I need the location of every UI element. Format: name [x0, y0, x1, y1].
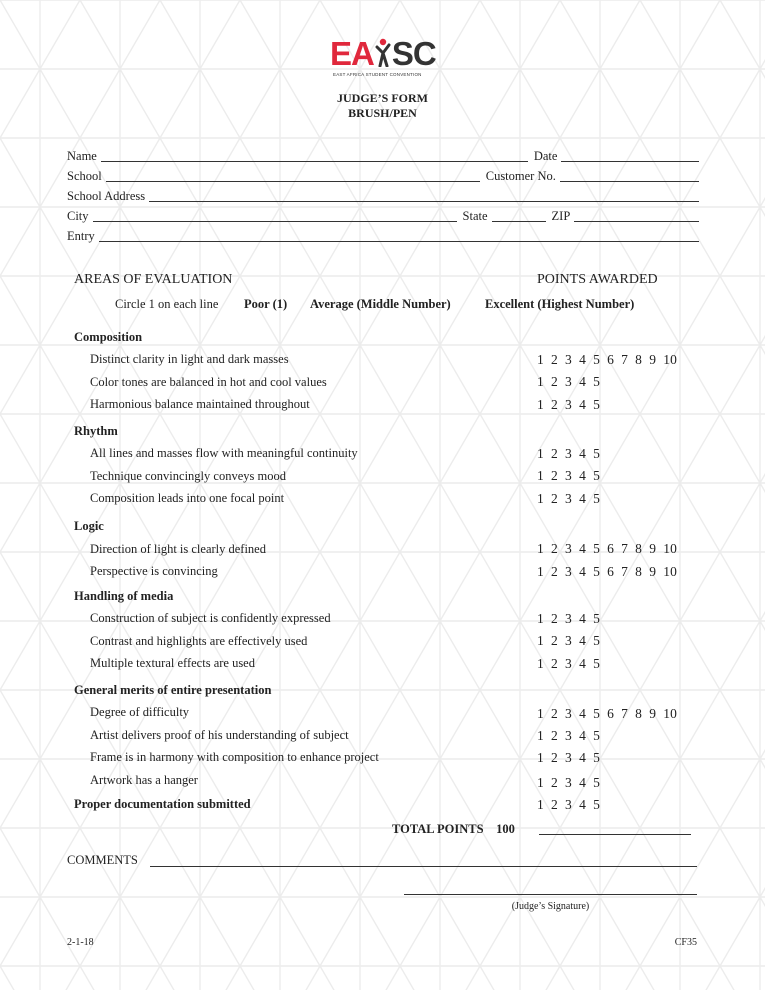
score-scale[interactable]: 1 2 3 4 5 [537, 750, 601, 765]
state-field[interactable] [492, 209, 546, 222]
criterion-label: Color tones are balanced in hot and cool values [90, 375, 327, 389]
section-logic: Logic [74, 519, 104, 533]
customer-no-field[interactable] [560, 169, 699, 182]
customer-no-label: Customer No. [485, 169, 556, 183]
logo [330, 36, 440, 80]
section-rhythm: Rhythm [74, 424, 118, 438]
section-general-merits: General merits of entire presentation [74, 683, 272, 697]
school-address-field[interactable] [149, 189, 699, 202]
school-address-label: School Address [67, 189, 146, 203]
criterion-label: Harmonious balance maintained throughout [90, 397, 310, 411]
entry-field[interactable] [99, 229, 699, 242]
score-scale[interactable]: 1 2 3 4 5 [537, 797, 601, 812]
date-field[interactable] [561, 149, 699, 162]
criterion-label: Composition leads into one focal point [90, 491, 285, 505]
name-date-row [67, 148, 699, 164]
criterion-label: All lines and masses flow with meaningful continuity [90, 446, 358, 460]
score-scale[interactable]: 1 2 3 4 5 [537, 775, 601, 790]
total-points [392, 822, 515, 837]
signature-field[interactable] [404, 894, 697, 895]
total-points-label: TOTAL POINTS [392, 822, 484, 836]
entry-row [67, 228, 699, 244]
score-scale[interactable]: 1 2 3 4 5 [537, 656, 601, 671]
score-scale[interactable]: 1 2 3 4 5 6 7 8 9 10 [537, 352, 678, 367]
zip-field[interactable] [574, 209, 699, 222]
circle-instruction: Circle 1 on each line [115, 297, 219, 311]
school-field[interactable] [106, 169, 480, 182]
excellent-legend: Excellent (Highest Number) [485, 297, 635, 311]
name-label: Name [67, 149, 97, 163]
name-field[interactable] [101, 149, 528, 162]
criterion-label: Perspective is convincing [90, 564, 218, 578]
average-legend: Average (Middle Number) [310, 297, 451, 311]
criterion-label: Artist delivers proof of his understanding of subject [90, 728, 349, 742]
city-label: City [67, 209, 89, 223]
criterion-label: Direction of light is clearly defined [90, 542, 266, 556]
school-label: School [67, 169, 102, 183]
section-handling-of-media: Handling of media [74, 589, 174, 603]
score-scale[interactable]: 1 2 3 4 5 [537, 728, 601, 743]
score-scale[interactable]: 1 2 3 4 5 [537, 633, 601, 648]
criterion-label: Technique convincingly conveys mood [90, 469, 286, 483]
signature-label: (Judge’s Signature) [511, 901, 590, 912]
criterion-label: Degree of difficulty [90, 705, 190, 719]
score-scale[interactable]: 1 2 3 4 5 [537, 374, 601, 389]
date-label: Date [533, 149, 558, 163]
form-subtitle: BRUSH/PEN [348, 106, 417, 120]
comments-field[interactable] [150, 866, 697, 867]
section-composition: Composition [74, 330, 143, 344]
total-points-value: 100 [496, 822, 515, 836]
score-scale[interactable]: 1 2 3 4 5 [537, 611, 601, 626]
score-scale[interactable]: 1 2 3 4 5 [537, 397, 601, 412]
section-documentation: Proper documentation submitted [74, 797, 251, 811]
score-scale[interactable]: 1 2 3 4 5 6 7 8 9 10 [537, 541, 678, 556]
points-awarded-heading: POINTS AWARDED [537, 272, 658, 287]
logo-sc: SC [391, 35, 436, 72]
state-label: State [462, 209, 488, 223]
criterion-label: Artwork has a hanger [90, 773, 198, 787]
criterion-label: Frame is in harmony with composition to enhance project [90, 750, 379, 764]
score-scale[interactable]: 1 2 3 4 5 [537, 446, 601, 461]
school-row [67, 168, 699, 184]
city-field[interactable] [93, 209, 457, 222]
logo-subtitle: EAST AFRICA STUDENT CONVENTION [333, 72, 422, 77]
entry-label: Entry [67, 229, 95, 243]
total-points-field[interactable] [539, 834, 691, 835]
criterion-label: Contrast and highlights are effectively used [90, 634, 308, 648]
score-scale[interactable]: 1 2 3 4 5 6 7 8 9 10 [537, 564, 678, 579]
form-title: JUDGE’S FORM [337, 91, 428, 105]
areas-of-evaluation-heading: AREAS OF EVALUATION [74, 272, 233, 287]
zip-label: ZIP [551, 209, 571, 223]
city-state-zip-row [67, 208, 699, 224]
comments-label: COMMENTS [67, 853, 138, 867]
criterion-label: Construction of subject is confidently expressed [90, 611, 331, 625]
criterion-label: Distinct clarity in light and dark masses [90, 352, 289, 366]
score-scale[interactable]: 1 2 3 4 5 [537, 468, 601, 483]
poor-legend: Poor (1) [244, 297, 288, 311]
score-scale[interactable]: 1 2 3 4 5 6 7 8 9 10 [537, 706, 678, 721]
footer-form-code: CF35 [674, 937, 697, 948]
school-address-row [67, 188, 699, 204]
footer-date-code: 2-1-18 [67, 937, 94, 948]
logo-ea: EA [330, 35, 374, 72]
score-scale[interactable]: 1 2 3 4 5 [537, 491, 601, 506]
logo-figure-icon [374, 37, 392, 67]
criterion-label: Multiple textural effects are used [90, 656, 255, 670]
